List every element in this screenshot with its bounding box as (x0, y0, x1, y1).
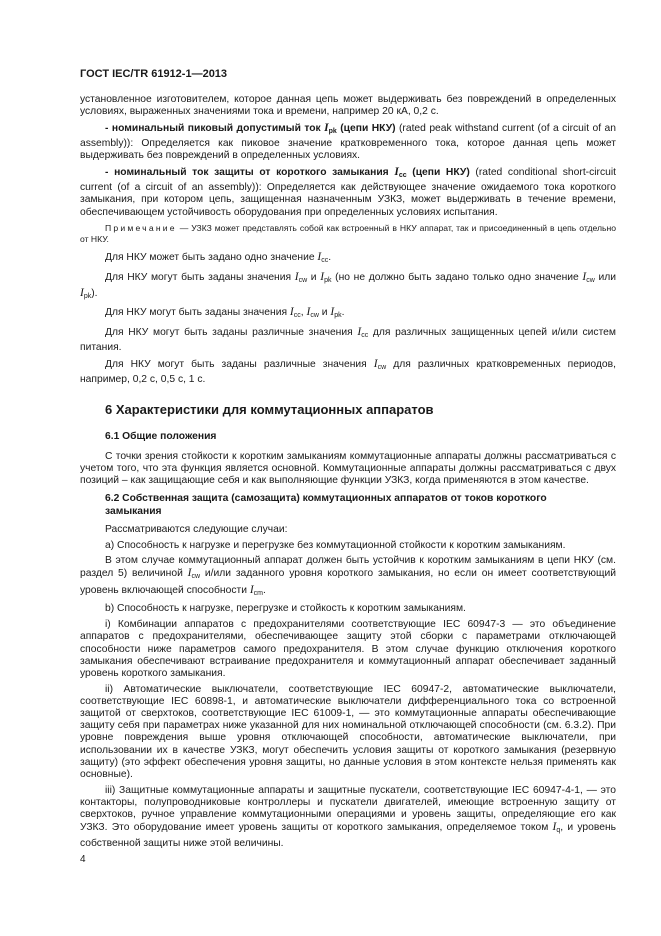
text-run: Для НКУ могут быть заданы значения (105, 307, 290, 319)
text-run: a) Способность к нагрузке и перегрузке без коммутационной стойкости к коротким замыканиям. (105, 539, 566, 551)
current-symbol: $I_{cw}$ (373, 358, 387, 372)
subsection-heading: 6.1 Общие положения (105, 430, 217, 442)
text-run: для различных кратковременных периодов, например, 0,2 с, 0,5 с, 1 с. (80, 359, 616, 386)
current-subscript: cw (298, 276, 308, 284)
text-run: , и уровень собственной защиты ниже этой величины. (80, 822, 617, 849)
paragraph (80, 603, 616, 615)
text-run: Рассматриваются следующие случаи: (105, 523, 288, 535)
text-run: установленное изготовителем, которое данная цепь может выдерживать без повреждений в определенных условиях, выраженных значениями тока и времени, например 20 кА, 0,2 с. (80, 94, 616, 118)
page-number: 4 (80, 854, 86, 865)
text-run: и (307, 271, 321, 283)
subsection-heading: 6.2 Собственная защита (самозащита) коммутационных аппаратов от токов короткого замыкания (105, 493, 547, 517)
current-symbol: $I_{cc}$ (394, 166, 407, 180)
paragraph (80, 166, 616, 219)
bold-term: - номинальный ток защиты от короткого замыкания (105, 167, 395, 179)
current-subscript: cc (321, 256, 329, 264)
current-symbol: $I_{cc}$ (357, 326, 369, 340)
current-symbol: $I_{cw}$ (306, 306, 319, 320)
current-subscript: cc (398, 172, 407, 180)
text-run: . (263, 584, 266, 596)
bold-term: (цепи НКУ) (406, 167, 470, 179)
text-run: i) Комбинации аппаратов с предохранителями соответствующие IEC 60947-3 — это объединение аппаратов с предохранителями, обеспечивающее защиту этой сборки с параметрами отключающей способности ниже параметров самого предохранителя. В этом случае функцию отключения короткого замыкания обеспечивают встраивание предохранителя и коммутационный аппарат обеспечивает заданный уровень короткого замыкания. (80, 619, 616, 679)
document-header: ГОСТ IEC/TR 61912-1—2013 (80, 68, 228, 80)
paragraph (80, 684, 616, 782)
text-run: (rated peak withstand current (of a circuit of an assembly)): Определяется как пиковое значение кратковременного тока, которое данная цепь может выдерживать без повреждений в определенных условиях. (80, 122, 616, 162)
current-subscript: cw (586, 276, 595, 284)
current-subscript: cm (253, 589, 264, 597)
section-heading: 6 Характеристики для коммутационных аппаратов (105, 402, 434, 418)
text-run: Для НКУ могут быть заданы различные значения (105, 359, 374, 371)
document-body (80, 94, 616, 853)
text-run: . (328, 251, 332, 263)
current-subscript: pk (328, 127, 337, 135)
text-run: С точки зрения стойкости к коротким замыканиям коммутационные аппараты должны рассматриваться с учетом того, что эта функция является основной. Коммутационные аппараты должны рассматриваться с двух позиций – как защищающие себя и как выполняющие функции УЗКЗ, когда применяются в этом качестве. (80, 450, 616, 487)
paragraph (80, 540, 616, 552)
current-subscript: cc (293, 312, 301, 320)
paragraph (80, 358, 616, 386)
paragraph (80, 94, 616, 118)
current-subscript: q (556, 827, 561, 835)
current-symbol: $I_{cc}$ (289, 306, 301, 320)
bold-term: - номинальный пиковый допустимый ток (105, 122, 325, 134)
text-run: Для НКУ может быть задано одно значение (105, 251, 318, 263)
current-symbol: $I_{cc}$ (317, 250, 329, 264)
current-symbol: $I_{cw}$ (294, 270, 308, 284)
text-run: для различных защищенных цепей и/или систем питания. (80, 327, 616, 354)
text-run: ii) Автоматические выключатели, соответствующие IEC 60947-2, автоматические выключатели, соответствующие IEC 60898-1, и автоматические выключатели дифференциального тока со встроенной защитой от сверхтоков, соответствующие IEC 61009-1, — это коммутационные аппараты обеспечивающие защиту себя при параметрах ниже указанной для них номинальной отключающей способности (см. 6.3.2). При уровне повреждения выше уровня отключающей способности, автоматические выключатели, при использовании их в качестве УЗКЗ, могут обеспечить условия защиты от короткого замыкания (резервную защиту) (это эффект обеспечения уровня защиты, но данные условия в этом контексте нельзя применять как основные). (80, 683, 616, 781)
text-run: Для НКУ могут быть заданы различные значения (105, 327, 358, 339)
current-symbol: $I_{cm}$ (249, 583, 264, 597)
text-run: iii) Защитные коммутационные аппараты и защитные пускатели, соответствующие IEC 60947-4-1, — это контакторы, полупроводниковые контроллеры и пускатели двигателей, имеющие встроенную защиту от сверхтоков, ручное управление коммутационными операциями и уровень защиты, определяющие его как УЗКЗ. Это оборудование имеет уровень защиты от короткого замыкания, определяемое током (80, 784, 616, 834)
text-run: b) Способность к нагрузке, перегрузке и стойкость к коротким замыканиям. (105, 603, 466, 615)
current-subscript: cw (377, 364, 387, 372)
text-run: В этом случае коммутационный аппарат должен быть устойчив к коротким замыканиям в цепи НКУ (см. раздел 5) величиной (80, 555, 616, 580)
current-symbol: $I_{pk}$ (330, 306, 342, 320)
text-run: . (341, 307, 345, 319)
current-subscript: pk (334, 312, 342, 320)
text-run: и (318, 307, 331, 319)
paragraph (80, 555, 616, 600)
current-symbol: $I_{pk}$ (324, 121, 337, 135)
current-subscript: pk (83, 292, 92, 300)
current-subscript: cw (191, 573, 201, 581)
paragraph (80, 619, 616, 680)
text-run: ). (91, 287, 98, 299)
text-run: (rated conditional short-circuit current (of a circuit of an assembly)): Определяется как действующее значение ожидаемого тока короткого замыкания, при котором цепь, защищенная назначенным УЗКЗ, может выдерживать в течение времени, обеспечивающем устойчивость оборудования при определенных условиях испытания. (80, 167, 616, 218)
text-run: — УЗКЗ может представлять собой как встроенный в НКУ аппарат, так и присоединенный в цепь отдельно от НКУ. (80, 222, 616, 244)
bold-term: (цепи НКУ) (336, 122, 396, 134)
text-run: (но не должно быть задано только одно значение (331, 271, 583, 283)
current-symbol: $I_{cw}$ (582, 270, 595, 284)
current-symbol: $I_q$ (552, 821, 561, 835)
text-run: или (594, 271, 617, 283)
paragraph (80, 785, 616, 850)
text-run: и/или заданного уровня короткого замыкания, но если он имеет соответствующий уровень включающей способности (80, 568, 616, 596)
paragraph (80, 451, 616, 488)
current-symbol: $I_{cw}$ (187, 567, 201, 581)
paragraph (80, 122, 616, 163)
paragraph (80, 326, 616, 354)
text-run: Для НКУ могут быть заданы значения (105, 271, 295, 283)
current-symbol: $I_{pk}$ (80, 286, 92, 300)
note-label: Примечание (105, 222, 177, 233)
paragraph (80, 524, 616, 536)
current-subscript: cc (361, 332, 369, 340)
current-symbol: $I_{pk}$ (320, 270, 332, 284)
paragraph (80, 251, 616, 267)
paragraph (80, 271, 616, 303)
current-subscript: cw (310, 312, 319, 320)
text-run: , (300, 307, 307, 319)
note-paragraph (80, 223, 616, 245)
current-subscript: pk (324, 276, 332, 284)
paragraph (80, 306, 616, 322)
